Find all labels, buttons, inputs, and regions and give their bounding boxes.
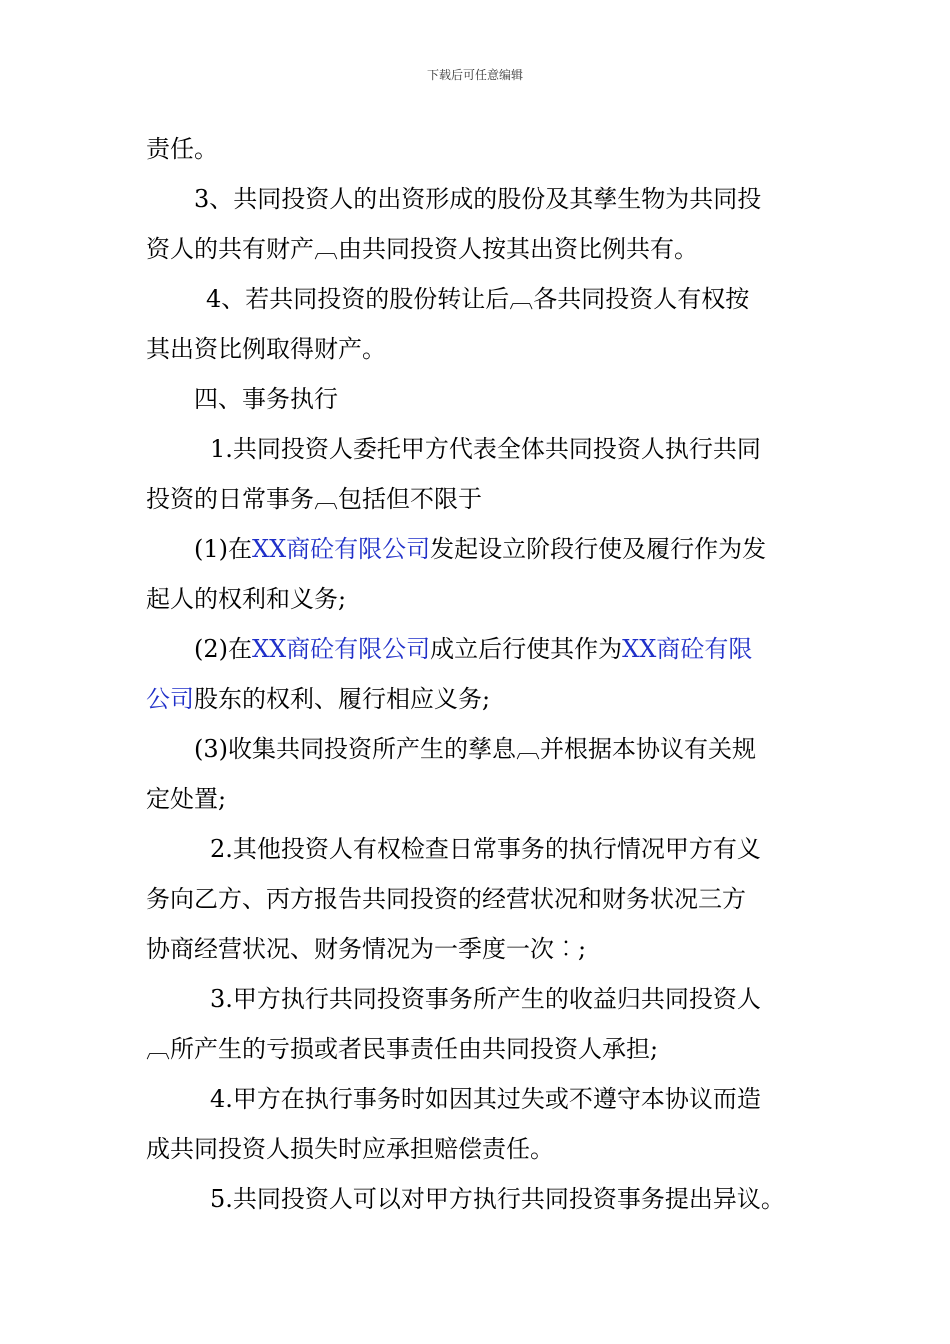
text-segment: (1)在 [194, 535, 252, 563]
paragraph-line: 责任。 [146, 135, 218, 163]
paragraph-line: 4.甲方在执行事务时如因其过失或不遵守本协议而造 [210, 1085, 761, 1113]
text-segment: 发起设立阶段行使及履行作为发 [430, 535, 767, 563]
text-segment: 成立后行使其作为 [430, 635, 623, 663]
paragraph-line: 务向乙方、丙方报告共同投资的经营状况和财务状况三方 [146, 885, 746, 913]
document-body [146, 124, 826, 1224]
paragraph-line: 成共同投资人损失时应承担赔偿责任。 [146, 1135, 554, 1163]
paragraph-line: 5.共同投资人可以对甲方执行共同投资事务提出异议。 [210, 1185, 785, 1213]
paragraph-line: 1.共同投资人委托甲方代表全体共同投资人执行共同 [210, 435, 761, 463]
text-segment: 股东的权利、履行相应义务; [194, 685, 491, 713]
paragraph-line: 资人的共有财产︹由共同投资人按其出资比例共有。 [146, 235, 698, 263]
paragraph-line: 其出资比例取得财产。 [146, 335, 386, 363]
paragraph-line: (3)收集共同投资所产生的孳息︹并根据本协议有关规 [194, 735, 756, 763]
company-name-link: 公司 [146, 685, 194, 713]
paragraph-line [146, 624, 826, 674]
company-name-link: XX商砼有限公司 [252, 535, 431, 563]
paragraph-line: 起人的权利和义务; [146, 585, 347, 613]
paragraph-line [146, 674, 826, 724]
paragraph-line [146, 524, 826, 574]
paragraph-line: 3、共同投资人的出资形成的股份及其孳生物为共同投 [194, 185, 762, 213]
paragraph-line: 2.其他投资人有权检查日常事务的执行情况甲方有义 [210, 835, 761, 863]
paragraph-line: 协商经营状况、财务情况为一季度一次︰; [146, 935, 587, 963]
section-heading: 四、事务执行 [194, 385, 338, 413]
paragraph-line: 3.甲方执行共同投资事务所产生的收益归共同投资人 [210, 985, 761, 1013]
text-segment: (2)在 [194, 635, 252, 663]
paragraph-line: 定处置; [146, 785, 227, 813]
paragraph-line: 4、若共同投资的股份转让后︹各共同投资人有权按 [206, 285, 750, 313]
paragraph-line: 投资的日常事务︹包括但不限于 [146, 485, 482, 513]
company-name-link: XX商砼有限 [622, 635, 753, 663]
page-header: 下载后可任意编辑 [426, 68, 523, 82]
company-name-link: XX商砼有限公司 [252, 635, 431, 663]
paragraph-line: ︹所产生的亏损或者民事责任由共同投资人承担; [146, 1035, 659, 1063]
